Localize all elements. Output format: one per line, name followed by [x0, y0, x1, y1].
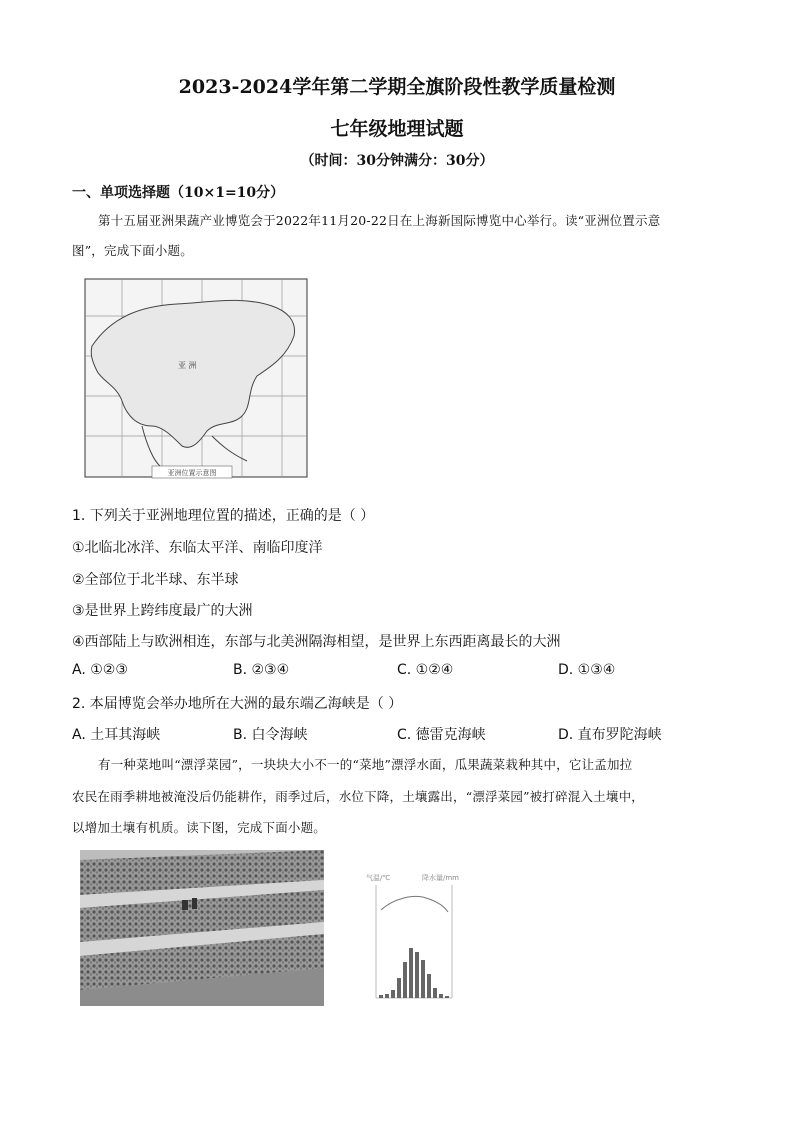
q1-option-b[interactable]: B. ②③④	[233, 662, 290, 678]
exam-meta: （时间：30分钟满分：30分）	[300, 153, 494, 169]
q1-option-d[interactable]: D. ①③④	[558, 662, 616, 678]
q1-option-c[interactable]: C. ①②④	[397, 662, 454, 678]
exam-subtitle: 七年级地理试题	[330, 118, 464, 140]
intro-paragraph-1	[72, 206, 722, 236]
question-1-stem: 1. 下列关于亚洲地理位置的描述，正确的是（ ）	[72, 508, 375, 524]
q2-option-a[interactable]: A. 土耳其海峡	[72, 727, 161, 743]
asia-location-map	[82, 276, 312, 484]
intro-2-line-2: 农民在雨季耕地被淹没后仍能耕作，雨季过后，水位下降，土壤露出，“漂浮菜园”被打碎混入土壤中，	[72, 789, 644, 804]
q1-statement-1: ①北临北冰洋、东临太平洋、南临印度洋	[72, 540, 323, 556]
question-2-stem: 2. 本届博览会举办地所在大洲的最东端乙海峡是（ ）	[72, 696, 403, 712]
section-heading: 一、单项选择题（10×1=10分）	[72, 185, 285, 201]
q2-option-d[interactable]: D. 直布罗陀海峡	[558, 727, 662, 743]
q1-option-a[interactable]: A. ①②③	[72, 662, 128, 678]
q1-statement-3: ③是世界上跨纬度最广的大洲	[72, 603, 253, 619]
q2-option-c[interactable]: C. 德雷克海峡	[397, 727, 486, 743]
q1-statement-2: ②全部位于北半球、东半球	[72, 572, 239, 588]
climate-chart	[364, 870, 464, 1020]
climate-axis-right-label: 降水量/mm	[422, 874, 459, 882]
floating-garden-photo	[80, 850, 324, 1006]
intro-2-line-3: 以增加土壤有机质。读下图，完成下面小题。	[72, 820, 327, 835]
intro-2-line-1: 有一种菜地叫“漂浮菜园”，一块块大小不一的“菜地”漂浮水面，瓜果蔬菜栽种其中，它让孟加拉	[98, 757, 633, 772]
exam-title: 2023-2024学年第二学期全旗阶段性教学质量检测	[178, 76, 616, 98]
intro-1-line-2: 图”，完成下面小题。	[72, 243, 193, 258]
climate-axis-left-label: 气温/℃	[366, 874, 391, 882]
intro-1-line-1: 第十五届亚洲果蔬产业博览会于2022年11月20-22日在上海新国际博览中心举行。读“亚洲位置示意	[98, 213, 661, 228]
svg-text:亚 洲: 亚 洲	[178, 361, 197, 370]
q1-statement-4: ④西部陆上与欧洲相连，东部与北美洲隔海相望，是世界上东西距离最长的大洲	[72, 634, 561, 650]
map-caption: 亚洲位置示意图	[167, 469, 217, 477]
q2-option-b[interactable]: B. 白令海峡	[233, 727, 308, 743]
